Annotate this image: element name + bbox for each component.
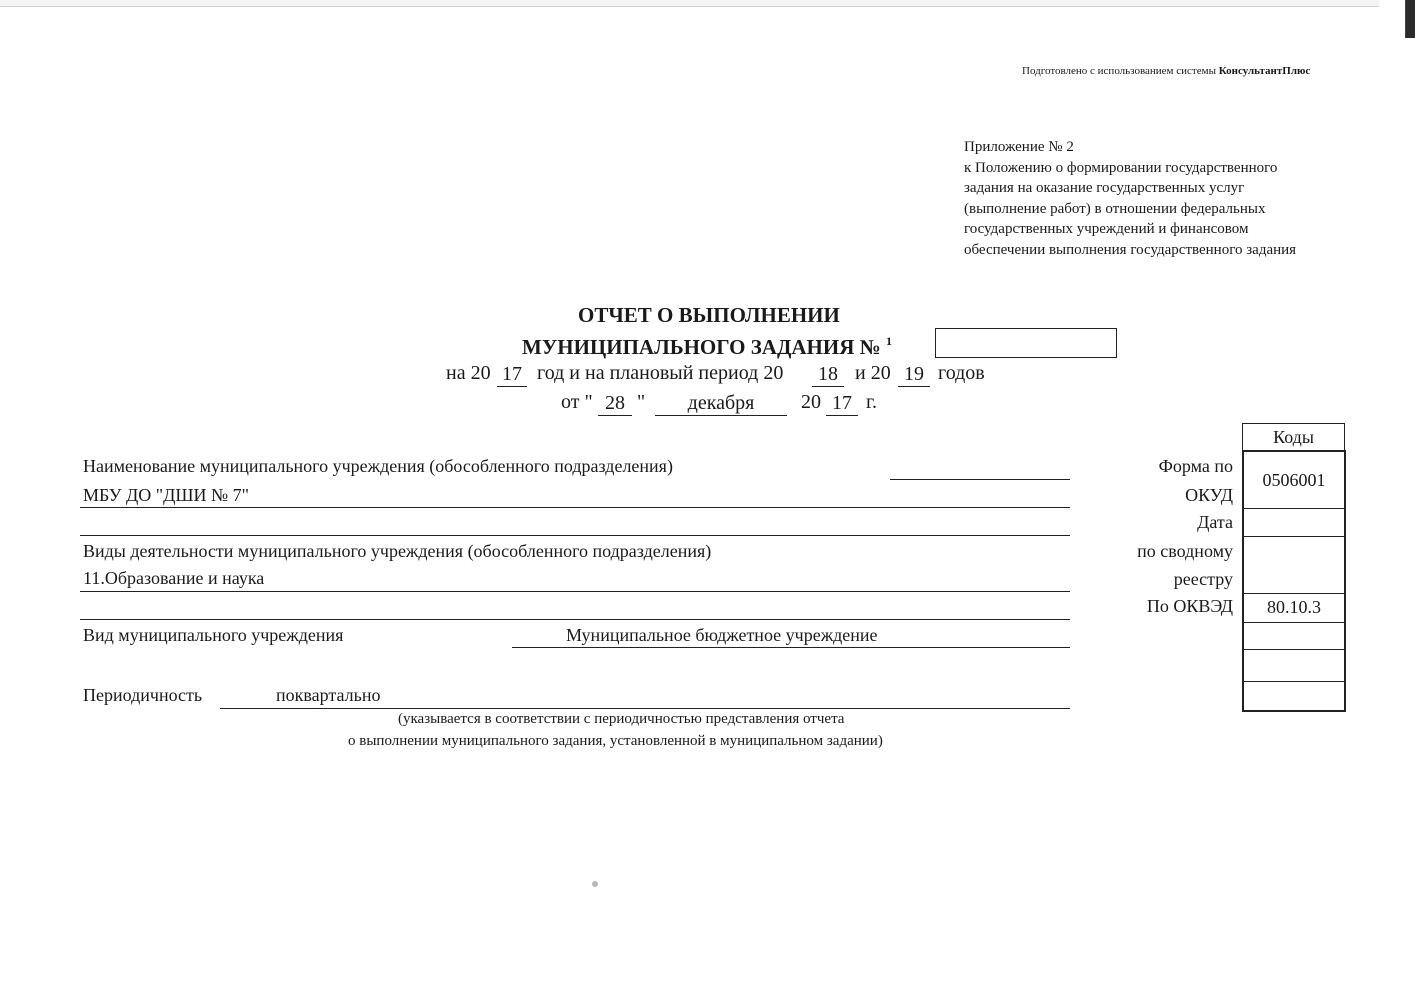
registry-label-1: по сводному bbox=[1137, 541, 1233, 561]
annex-line: задания на оказание государственных услуг bbox=[964, 180, 1245, 196]
consultant-brand: КонсультантПлюс bbox=[1218, 65, 1311, 77]
institution-value[interactable]: МБУ ДО "ДШИ № 7" bbox=[83, 485, 250, 505]
scan-top-edge bbox=[0, 0, 1415, 7]
registry-code-cell[interactable] bbox=[1244, 537, 1344, 594]
type-value[interactable]: Муниципальное бюджетное учреждение bbox=[566, 625, 878, 645]
okved-code-cell[interactable]: 80.10.3 bbox=[1244, 594, 1344, 623]
years-word: годов bbox=[938, 362, 985, 384]
footnote-mark: 1 bbox=[886, 334, 892, 348]
year-prefix: на 20 bbox=[446, 362, 491, 384]
institution-underline-2 bbox=[80, 535, 1070, 536]
report-title-text: МУНИЦИПАЛЬНОГО ЗАДАНИЯ № bbox=[522, 335, 881, 359]
type-underline bbox=[512, 647, 1070, 648]
report-title-line1: ОТЧЕТ О ВЫПОЛНЕНИИ bbox=[578, 303, 840, 327]
extra-code-cell-1[interactable] bbox=[1244, 623, 1344, 650]
prepared-prefix: Подготовлено с использованием системы bbox=[1022, 65, 1219, 77]
form-label-2: ОКУД bbox=[1185, 485, 1233, 505]
registry-label-2: реестру bbox=[1173, 569, 1233, 589]
okved-label: По ОКВЭД bbox=[1146, 596, 1233, 616]
date-label: Дата bbox=[1197, 512, 1233, 532]
extra-code-cell-2[interactable] bbox=[1244, 650, 1344, 682]
periodicity-underline bbox=[220, 708, 1070, 709]
report-year[interactable]: 17 bbox=[497, 362, 527, 387]
okud-code-cell[interactable]: 0506001 bbox=[1244, 452, 1344, 509]
annex-block bbox=[964, 137, 1384, 260]
date-quote-close: " bbox=[637, 391, 646, 413]
plan-year-2[interactable]: 19 bbox=[898, 362, 930, 387]
institution-underline bbox=[80, 507, 1070, 508]
date-code-cell[interactable] bbox=[1244, 509, 1344, 537]
activity-underline-2 bbox=[80, 619, 1070, 620]
annex-line: обеспечении выполнения государственного задания bbox=[964, 241, 1297, 258]
codes-header: Коды bbox=[1242, 423, 1345, 451]
periodicity-label: Периодичность bbox=[83, 685, 203, 705]
scan-corner-mark bbox=[1379, 0, 1415, 38]
and-20: и 20 bbox=[855, 362, 891, 384]
codes-table bbox=[1242, 450, 1346, 712]
report-month[interactable]: декабря bbox=[655, 391, 787, 416]
report-title-line2 bbox=[522, 335, 892, 360]
annex-title: Приложение № 2 bbox=[964, 139, 1074, 155]
date-g: г. bbox=[866, 391, 877, 413]
institution-aux-line bbox=[890, 479, 1070, 480]
activity-value[interactable]: 11.Образование и наука bbox=[83, 568, 265, 588]
institution-label: Наименование муниципального учреждения (обособленного подразделения) bbox=[83, 456, 673, 476]
report-day[interactable]: 28 bbox=[598, 391, 632, 416]
form-label-1: Форма по bbox=[1158, 456, 1233, 476]
periodicity-value[interactable]: поквартально bbox=[276, 685, 381, 705]
annex-line: (выполнение работ) в отношении федеральных bbox=[964, 200, 1266, 217]
periodicity-note-2: о выполнении муниципального задания, установленной в муниципальном задании) bbox=[348, 733, 883, 749]
task-number-box[interactable] bbox=[935, 328, 1117, 358]
activity-underline bbox=[80, 591, 1070, 592]
annex-line: к Положению о формировании государственного bbox=[964, 159, 1278, 176]
year-mid-text: год и на плановый период 20 bbox=[537, 362, 784, 384]
periodicity-note-1: (указывается в соответствии с периодичностью представления отчета bbox=[398, 711, 845, 727]
activity-label: Виды деятельности муниципального учреждения (обособленного подразделения) bbox=[83, 541, 712, 561]
date-from-prefix: от " bbox=[561, 391, 593, 413]
annex-line: государственных учреждений и финансовом bbox=[964, 221, 1249, 237]
plan-year-1[interactable]: 18 bbox=[812, 362, 844, 387]
date-20: 20 bbox=[801, 391, 821, 413]
report-date-year[interactable]: 17 bbox=[826, 391, 858, 416]
type-label: Вид муниципального учреждения bbox=[83, 625, 344, 645]
scan-speck bbox=[592, 881, 598, 887]
prepared-note bbox=[1022, 65, 1310, 77]
